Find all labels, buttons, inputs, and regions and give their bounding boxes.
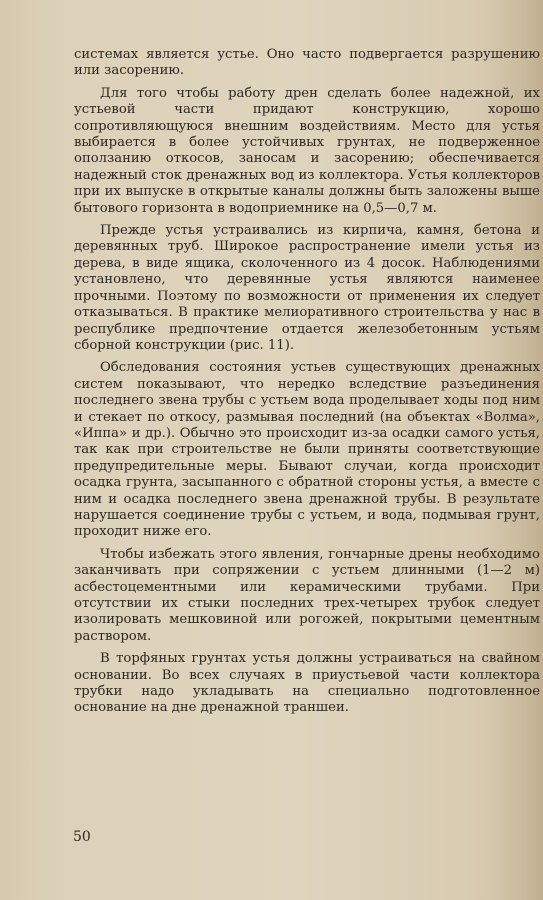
paragraph-continuation: системах является устье. Оно часто подвергается разрушению или засорению. <box>74 47 540 79</box>
page-number: 50 <box>73 829 91 845</box>
paragraph-drain-mouth-design: Для того чтобы работу дрен сделать более надежной, их устьевой части придают конструкцию, хорошо сопротивляющуюся внешним воздействиям. Место для устья выбирается в более устойчивых грунтах, не подверженное оползанию откосов, заносам и засорению; обеспечивается надежный сток дренажных вод из коллектора. Устья коллекторов при их выпуске в открытые каналы должны быть заложены выше бытового горизонта в водоприемнике на 0,5—0,7 м. <box>74 85 540 216</box>
paragraph-peat-soils: В торфяных грунтах устья должны устраиваться на свайном основании. Во всех случаях в приустьевой части коллектора трубки надо укладывать на специально подготовленное основание на дне дренажной траншеи. <box>74 651 540 716</box>
paragraph-prevention: Чтобы избежать этого явления, гончарные дрены необходимо заканчивать при сопряжении с устьем длинными (1—2 м) асбестоцементными или керамическими трубами. При отсутствии их стыки последних трех-четырех трубок следует изолировать мешковиной или рогожей, покрытыми цементным раствором. <box>74 546 540 644</box>
paragraph-mouth-materials: Прежде устья устраивались из кирпича, камня, бетона и деревянных труб. Широкое распространение имели устья из дерева, в виде ящика, сколоченного из 4 досок. Наблюдениями установлено, что деревянные устья являются наименее прочными. Поэтому по возможности от применения их следует отказываться. В практике мелиоративного строительства у нас в республике предпочтение отдается железобетонным устьям сборной конструкции (рис. 11). <box>74 223 540 353</box>
text-column <box>74 47 540 723</box>
paragraph-inspection-results: Обследования состояния устьев существующих дренажных систем показывают, что нередко вследствие разъединения последнего звена трубы с устьем вода проделывает ходы под ним и стекает по откосу, размывая последний (на объектах «Волма», «Иппа» и др.). Обычно это происходит из-за осадки самого устья, так как при строительстве не были приняты соответствующие предупредительные меры. Бывают случаи, когда происходит осадка грунта, засыпанного с обратной стороны устья, а вместе с ним и осадка последнего звена дренажной трубы. В результате нарушается соединение трубы с устьем, и вода, подмывая грунт, проходит ниже его. <box>74 360 540 540</box>
